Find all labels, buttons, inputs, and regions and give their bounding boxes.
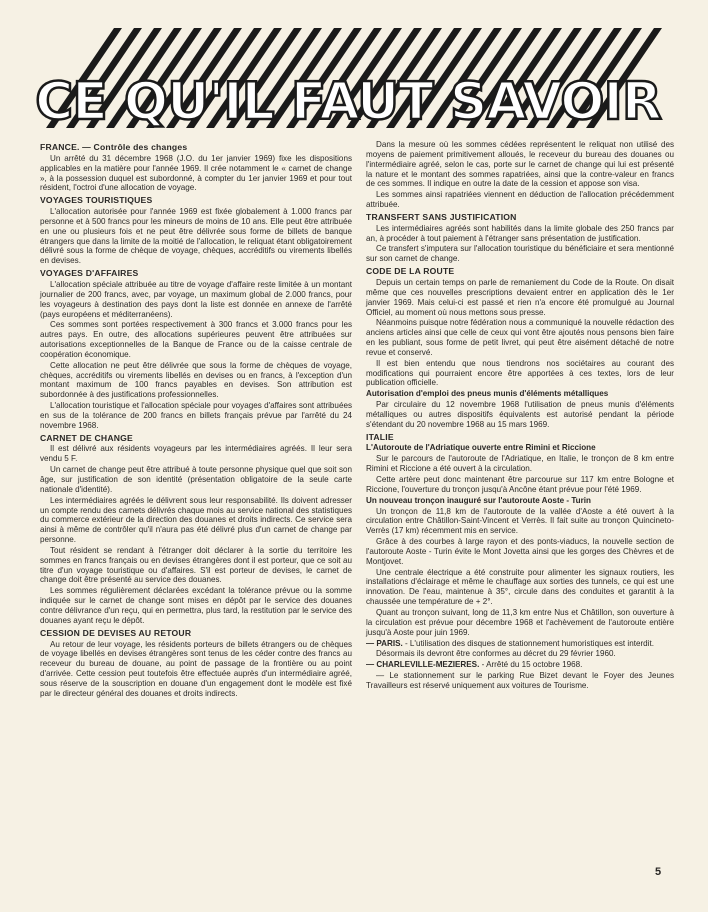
paragraph: Ces sommes sont portées respectivement à 300 francs et 3.000 francs pour les autres pays. En outre, des allocations supérieures peuvent être attribuées sur autorisations exceptionnelles de la Banque de France ou de la caisse centrale de coopération économique. — [40, 320, 352, 359]
paragraph: Ce transfert s'imputera sur l'allocation touristique du bénéficiaire et sera mentionné sur son carnet de change. — [366, 244, 674, 264]
cession-heading: CESSION DE DEVISES AU RETOUR — [40, 627, 192, 638]
pneus-heading: Autorisation d'emploi des pneus munis d'éléments métalliques — [366, 389, 609, 399]
paragraph: L'allocation touristique et l'allocation spéciale pour voyages d'affaires sont attribuées en sus de la tolérance de 200 francs en billets français prévue par l'arrêté du 24 novembre 1968. — [40, 401, 352, 430]
paragraph: Sur le parcours de l'autoroute de l'Adriatique, en Italie, le tronçon de 8 km entre Rimini et Riccione a été ouvert à la circulation. — [366, 454, 674, 474]
left-column — [40, 140, 352, 700]
paragraph: Il est bien entendu que nous tiendrons nos sociétaires au courant des modifications qui pourraient encore être apportées à ces textes, lors de leur publication officielle. — [366, 358, 674, 388]
paragraph: Désormais ils devront être conformes au décret du 29 février 1960. — [376, 649, 616, 659]
paragraph: L'allocation autorisée pour l'année 1969 est fixée globalement à 1.000 francs par personne et à 500 francs pour les mineurs de moins de 10 ans. Elle peut être attribuée en une ou plusieurs fois et ne peut être délivrée sous forme de billets de banque étrangers que dans la limite de la moitié de l'allocation, le reliquat étant obligatoirement délivré sous la forme de chèque de voyage, chèques, accréditifs ou virements libellés en devises. — [40, 207, 352, 266]
paragraph: Les sommes ainsi rapatriées viennent en déduction de l'allocation précédemment attribuée. — [366, 190, 674, 210]
paragraph: Les intermédiaires agréés le délivrent sous leur responsabilité. Ils doivent adresser un compte rendu des carnets délivrés chaque mois au service national des statistiques du commerce extérieur de la direction des douanes et droits indirects. Ce service sera ainsi à même de contrôler qu'il n'aura pas été délivré plus d'un carnet de change par personne. — [40, 495, 352, 545]
italie-heading: ITALIE — [366, 431, 394, 442]
paragraph: Dans la mesure où les sommes cédées représentent le reliquat non utilisé des moyens de paiement primitivement alloués, le receveur du bureau des douanes ou l'intermédiaire agréé, selon le cas, porte sur le carnet de change qui lui est présenté la nature et le montant des sommes rapatriées, ainsi que la contre-valeur en francs de ces sommes. Il indique en outre la date de la cession et appose son visa. — [366, 140, 674, 189]
title-banner — [14, 28, 682, 128]
paragraph: Une centrale électrique a été construite pour alimenter les signaux routiers, les installations d'éclairage et même le chauffage aux sorties des tunnels, ce qui est une innovation. De l'eau, maintenue à 35°, circule dans des conduites et garantit à la chaussée une température de + 2°. — [366, 567, 674, 607]
paris-heading: — PARIS. — [366, 638, 403, 648]
paragraph: Néanmoins puisque notre fédération nous a communiqué la nouvelle rédaction des anciens articles ainsi que celle de ceux qui vont être ajoutés nous pensons bien faire en les publiant, sous forme de petit livret, qui peut être aisément détaché de notre revue et conservé. — [366, 318, 674, 357]
paragraph: Cette artère peut donc maintenant être parcourue sur 117 km entre Bologne et Riccione, l'ouverture du tronçon jusqu'à Ancône étant prévue pour l'été 1969. — [366, 475, 674, 494]
paragraph: Il est délivré aux résidents voyageurs par les intermédiaires agréés. Il leur sera vendu 5 F. — [40, 444, 352, 464]
voyages-affaires-heading: VOYAGES D'AFFAIRES — [40, 268, 139, 279]
paragraph: L'allocation spéciale attribuée au titre de voyage d'affaire reste limitée à un montant journalier de 200 francs, avec, par voyage, un maximum global de 2.000 francs, pour les voyageurs à destination des pays dont la liste est donnée en annexe de l'arrêté (pays européens et méditerranéens). — [40, 279, 352, 319]
right-column — [366, 140, 674, 692]
paragraph: Au retour de leur voyage, les résidents porteurs de billets étrangers ou de chèques de voyage libellés en devises étrangères sont tenus de les céder contre des francs au receveur du bureau de douane, au point de passage de la frontière ou au point d'arrivée. Cette cession peut toutefois être effectuée auprès d'un intermédiaire agréé, sous réserve de la souscription en douane d'un engagement dont le modèle est fixé par le directeur général des douanes et droits indirects. — [40, 639, 352, 698]
voyages-touristiques-heading: VOYAGES TOURISTIQUES — [40, 195, 153, 206]
paragraph: Quant au tronçon suivant, long de 11,3 km entre Nus et Châtillon, son ouverture à la circulation est prévue pour décembre 1968 et l'achèvement de l'autoroute entière jusqu'à Aoste pour juin 1969. — [366, 607, 674, 637]
paris-text: - L'utilisation des disques de stationnement humoristiques est interdit. — [402, 638, 654, 648]
transfert-heading: TRANSFERT SANS JUSTIFICATION — [366, 211, 517, 222]
paragraph: Depuis un certain temps on parle de remaniement du Code de la Route. On disait même que ces nouvelles prescriptions devaient entrer en application dès le 1er janvier 1969. Mais celui-ci est passé et rien n'a encore été promulgué au Journal Officiel, au moment où nous mettons sous presse. — [366, 277, 674, 317]
banner-title: CE QU'IL FAUT SAVOIR — [35, 72, 661, 128]
paragraph: Un tronçon de 11,8 km de l'autoroute de la vallée d'Aoste a été ouvert à la circulation entre Châtillon-Saint-Vincent et Verrès. Il fait suite au tronçon Quincineto-Verrès (17 km) récemment mis en service. — [366, 506, 674, 536]
charleville-text: - Arrêté du 15 octobre 1968. — [479, 660, 583, 670]
paragraph: Les intermédiaires agréés sont habilités dans la limite globale des 250 francs par an, à procéder à tout paiement à l'étranger sans présentation de justification. — [366, 223, 674, 243]
paragraph: Tout résident se rendant à l'étranger doit déclarer à la sortie du territoire les sommes en francs français ou en devises étrangères dont il est porteur, que ce soit au titre d'un voyage touristique ou d'affaires. S'il est porteur de devises, le carnet de change doit être présenté au service des douanes. — [40, 545, 352, 585]
paragraph: Par circulaire du 12 novembre 1968 l'utilisation de pneus munis d'éléments métalliques ou autres dispositifs équivalents est autorisé pendant la période s'étendant du 20 novembre 1968 au 15 mars 1969. — [366, 400, 674, 429]
aoste-heading: Un nouveau tronçon inauguré sur l'autoroute Aoste - Turin — [366, 495, 591, 505]
carnet-heading: CARNET DE CHANGE — [40, 432, 133, 443]
france-heading: FRANCE. — Contrôle des changes — [40, 142, 188, 152]
paragraph: Les sommes régulièrement déclarées excédant la tolérance prévue ou la somme indiquée sur le carnet de change sont mises en dépôt par le service des douanes contre délivrance d'un reçu, qui en permettra, plus tard, la restitution par le service des douanes ayant reçu le dépôt. — [40, 586, 352, 625]
charleville-heading: — CHARLEVILLE-MEZIERES. — [366, 660, 480, 670]
paragraph: Cette allocation ne peut être délivrée que sous la forme de chèques de voyage, chèques, accréditifs ou virements libellés en devises ou en francs, à l'exception d'un montant maximum de 100 francs payables en devises. Son attribution est subordonnée à des justifications professionnelles. — [40, 360, 352, 400]
page-number: 5 — [655, 866, 662, 878]
adriatique-heading: L'Autoroute de l'Adriatique ouverte entre Rimini et Riccione — [366, 443, 596, 453]
code-route-heading: CODE DE LA ROUTE — [366, 266, 455, 277]
paragraph: Un arrêté du 31 décembre 1968 (J.O. du 1er janvier 1969) fixe les dispositions applicables en la matière pour l'année 1969. Il crée notamment le « carnet de change », à la possession duquel est subordonné, à compter du 1er janvier 1969 et pour tout résident, l'octroi d'une allocation de voyage. — [40, 153, 352, 193]
paragraph: — Le stationnement sur le parking Rue Bizet devant le Foyer des Jeunes Travailleurs est réservé uniquement aux voitures de Tourisme. — [366, 671, 674, 690]
charleville-paragraph — [366, 660, 674, 670]
paragraph: Grâce à des courbes à large rayon et des ponts-viaducs, la nouvelle section de l'autoroute Aoste - Turin évite le Mont Jovetta ainsi que les gorges des Chèvres et de Montjovet. — [366, 537, 674, 566]
paris-paragraph — [366, 639, 674, 649]
paragraph: Un carnet de change peut être attribué à toute personne physique quel que soit son âge, sur justification de son identité (présentation obligatoire de la seule carte nationale d'identité). — [40, 465, 352, 494]
